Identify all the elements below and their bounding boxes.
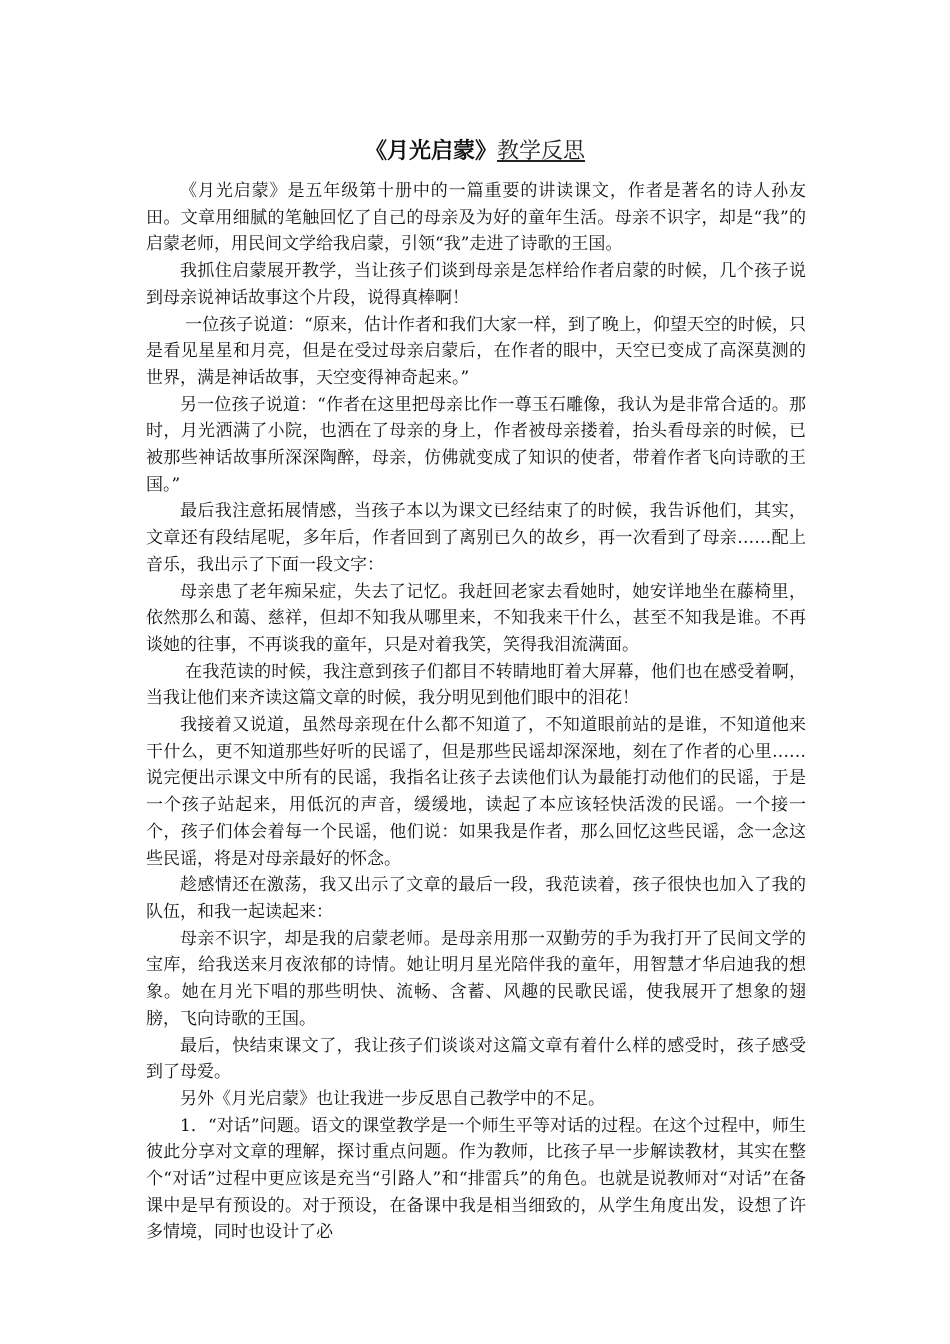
title-main: 《月光启蒙》 xyxy=(364,138,497,164)
paragraph-2: 我抓住启蒙展开教学，当让孩子们谈到母亲是怎样给作者启蒙的时候，几个孩子说到母亲说神话故事这个片段，说得真棒啊！ xyxy=(146,261,806,308)
paragraph-12: 另外《月光启蒙》也让我进一步反思自己教学中的不足。 xyxy=(180,1088,605,1109)
paragraph-6: 母亲患了老年痴呆症，失去了记忆。我赶回老家去看她时，她安详地坐在藤椅里，依然那么和蔼、慈祥，但却不知我从哪里来，不知我来干什么，甚至不知我是谁。不再谈她的往事，不再谈我的童年，只是对着我笑，笑得我泪流满面。 xyxy=(146,581,806,655)
paragraph-7: 在我范读的时候，我注意到孩子们都目不转睛地盯着大屏幕，他们也在感受着啊，当我让他们来齐读这篇文章的时候，我分明见到他们眼中的泪花！ xyxy=(146,661,806,709)
paragraph-1: 《月光启蒙》是五年级第十册中的一篇重要的讲读课文，作者是著名的诗人孙友田。文章用细腻的笔触回忆了自己的母亲及为好的童年生活。母亲不识字，却是“我”的启蒙老师，用民间文学给我启蒙，引领“我”走进了诗歌的王国。 xyxy=(146,181,806,255)
paragraph-5: 最后我注意拓展情感，当孩子本以为课文已经结束了的时候，我告诉他们，其实，文章还有段结尾呢，多年后，作者回到了离别已久的故乡，再一次看到了母亲……配上音乐，我出示了下面一段文字： xyxy=(146,501,806,575)
paragraph-4: 另一位孩子说道：“作者在这里把母亲比作一尊玉石雕像，我认为是非常合适的。那时，月光洒满了小院，也洒在了母亲的身上，作者被母亲搂着，抬头看母亲的时候，已被那些神话故事所深深陶醉，母亲，仿佛就变成了知识的使者，带着作者飞向诗歌的王国。” xyxy=(146,394,806,495)
paragraph-11: 最后，快结束课文了，我让孩子们谈谈对这篇文章有着什么样的感受时，孩子感受到了母爱。 xyxy=(146,1035,806,1083)
paragraph-13: 1．“对话”问题。语文的课堂教学是一个师生平等对话的过程。在这个过程中，师生彼此分享对文章的理解，探讨重点问题。作为教师，比孩子早一步解读教材，其实在整个“对话”过程中更应该是充当“引路人”和“排雷兵”的角色。也就是说教师对“对话”在备课中是早有预设的。对于预设，在备课中我是相当细致的，从学生角度出发，设想了许多情境，同时也设计了必 xyxy=(146,1115,806,1243)
title-link[interactable]: 教学反思 xyxy=(497,139,586,164)
document-body xyxy=(146,178,806,1246)
paragraph-8: 我接着又说道，虽然母亲现在什么都不知道了，不知道眼前站的是谁，不知道他来干什么，更不知道那些好听的民谣了，但是那些民谣却深深地，刻在了作者的心里……说完便出示课文中所有的民谣，我指名让孩子去读他们认为最能打动他们的民谣，于是一个孩子站起来，用低沉的声音，缓缓地，读起了本应该轻快活泼的民谣。一个接一个，孩子们体会着每一个民谣，他们说：如果我是作者，那么回忆这些民谣，念一念这些民谣，将是对母亲最好的怀念。 xyxy=(146,715,806,869)
document-title xyxy=(0,134,950,169)
paragraph-3: 一位孩子说道：“原来，估计作者和我们大家一样，到了晚上，仰望天空的时候，只是看见星星和月亮，但是在受过母亲启蒙后，在作者的眼中，天空已变成了高深莫测的世界，满是神话故事，天空变得神奇起来。” xyxy=(146,314,806,388)
paragraph-9: 趁感情还在激荡，我又出示了文章的最后一段，我范读着，孩子很快也加入了我的队伍，和我一起读起来： xyxy=(146,875,806,922)
paragraph-10: 母亲不识字，却是我的启蒙老师。是母亲用那一双勤劳的手为我打开了民间文学的宝库，给我送来月夜浓郁的诗情。她让明月星光陪伴我的童年，用智慧才华启迪我的想象。她在月光下唱的那些明快、流畅、含蓄、风趣的民歌民谣，使我展开了想象的翅膀，飞向诗歌的王国。 xyxy=(146,928,806,1029)
